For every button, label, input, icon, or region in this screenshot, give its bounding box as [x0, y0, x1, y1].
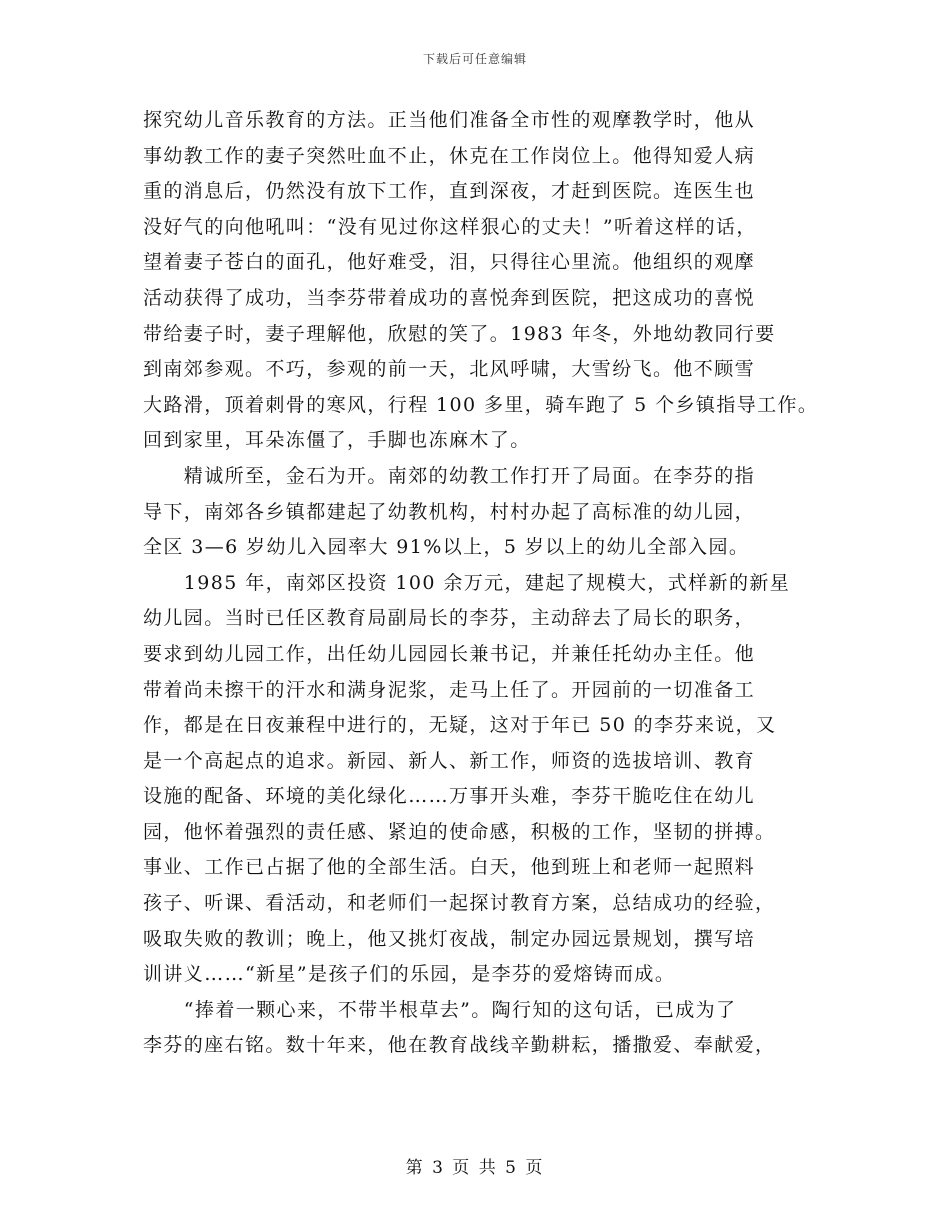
text-line: 要求到幼儿园工作，出任幼儿园园长兼书记，并兼任托幼办主任。他: [143, 642, 756, 665]
page-number-footer: 第 3 页 共 5 页: [405, 1158, 545, 1178]
text-line: 回到家里，耳朵冻僵了，手脚也冻麻木了。: [143, 429, 531, 452]
text-line: 带给妻子时，妻子理解他，欣慰的笑了。1983 年冬，外地幼教同行要: [143, 322, 776, 345]
text-line: 精诚所至，金石为开。南郊的幼教工作打开了局面。在李芬的指: [143, 464, 756, 487]
text-line: 重的消息后，仍然没有放下工作，直到深夜，才赶到医院。连医生也: [143, 180, 756, 203]
text-line: 导下，南郊各乡镇都建起了幼教机构，村村办起了高标准的幼儿园，: [143, 500, 756, 523]
text-line: 作，都是在日夜兼程中进行的，无疑，这对于年已 50 的李芬来说，又: [143, 714, 777, 737]
text-line: 活动获得了成功，当李芬带着成功的喜悦奔到医院，把这成功的喜悦: [143, 286, 756, 309]
page-header: 下载后可任意编辑: [422, 52, 527, 66]
document-body: [143, 103, 833, 1064]
text-line: 是一个高起点的追求。新园、新人、新工作，师资的选拔培训、教育: [143, 749, 756, 772]
text-line: 大路滑，顶着刺骨的寒风，行程 100 多里，骑车跑了 5 个乡镇指导工作。: [143, 393, 819, 416]
text-line: 带着尚未擦干的汗水和满身泥浆，走马上任了。开园前的一切准备工: [143, 678, 756, 701]
text-line: 1985 年，南郊区投资 100 余万元，建起了规模大，式样新的新星: [143, 571, 791, 594]
text-line: 园，他怀着强烈的责任感、紧迫的使命感，积极的工作，坚韧的拼搏。: [143, 820, 776, 843]
text-line: 没好气的向他吼叫：“没有见过你这样狠心的丈夫！”听着这样的话，: [143, 215, 757, 238]
text-line: 事业、工作已占据了他的全部生活。白天，他到班上和老师一起照料: [143, 856, 756, 879]
text-line: 幼儿园。当时已任区教育局副局长的李芬，主动辞去了局长的职务，: [143, 607, 756, 630]
text-line: 到南郊参观。不巧，参观的前一天，北风呼啸，大雪纷飞。他不顾雪: [143, 358, 756, 381]
text-line: 李芬的座右铭。数十年来，他在教育战线辛勤耕耘，播撒爱、奉献爱，: [143, 1034, 776, 1057]
text-line: 吸取失败的教训；晚上，他又挑灯夜战，制定办园远景规划，撰写培: [143, 927, 756, 950]
text-line: 全区 3—6 岁幼儿入园率大 91%以上，5 岁以上的幼儿全部入园。: [143, 536, 750, 559]
text-line: 望着妻子苍白的面孔，他好难受，泪，只得往心里流。他组织的观摩: [143, 251, 756, 274]
text-line: 探究幼儿音乐教育的方法。正当他们准备全市性的观摩教学时，他从: [143, 109, 756, 131]
text-line: “捧着一颗心来，不带半根草去”。陶行知的这句话，已成为了: [143, 998, 737, 1021]
text-line: 事幼教工作的妻子突然吐血不止，休克在工作岗位上。他得知爱人病: [143, 144, 756, 167]
text-line: 训讲义……“新星”是孩子们的乐园，是李芬的爱熔铸而成。: [143, 963, 676, 986]
text-line: 设施的配备、环境的美化绿化……万事开头难，李芬干脆吃住在幼儿: [143, 785, 756, 808]
text-line: 孩子、听课、看活动，和老师们一起探讨教育方案，总结成功的经验，: [143, 892, 776, 915]
